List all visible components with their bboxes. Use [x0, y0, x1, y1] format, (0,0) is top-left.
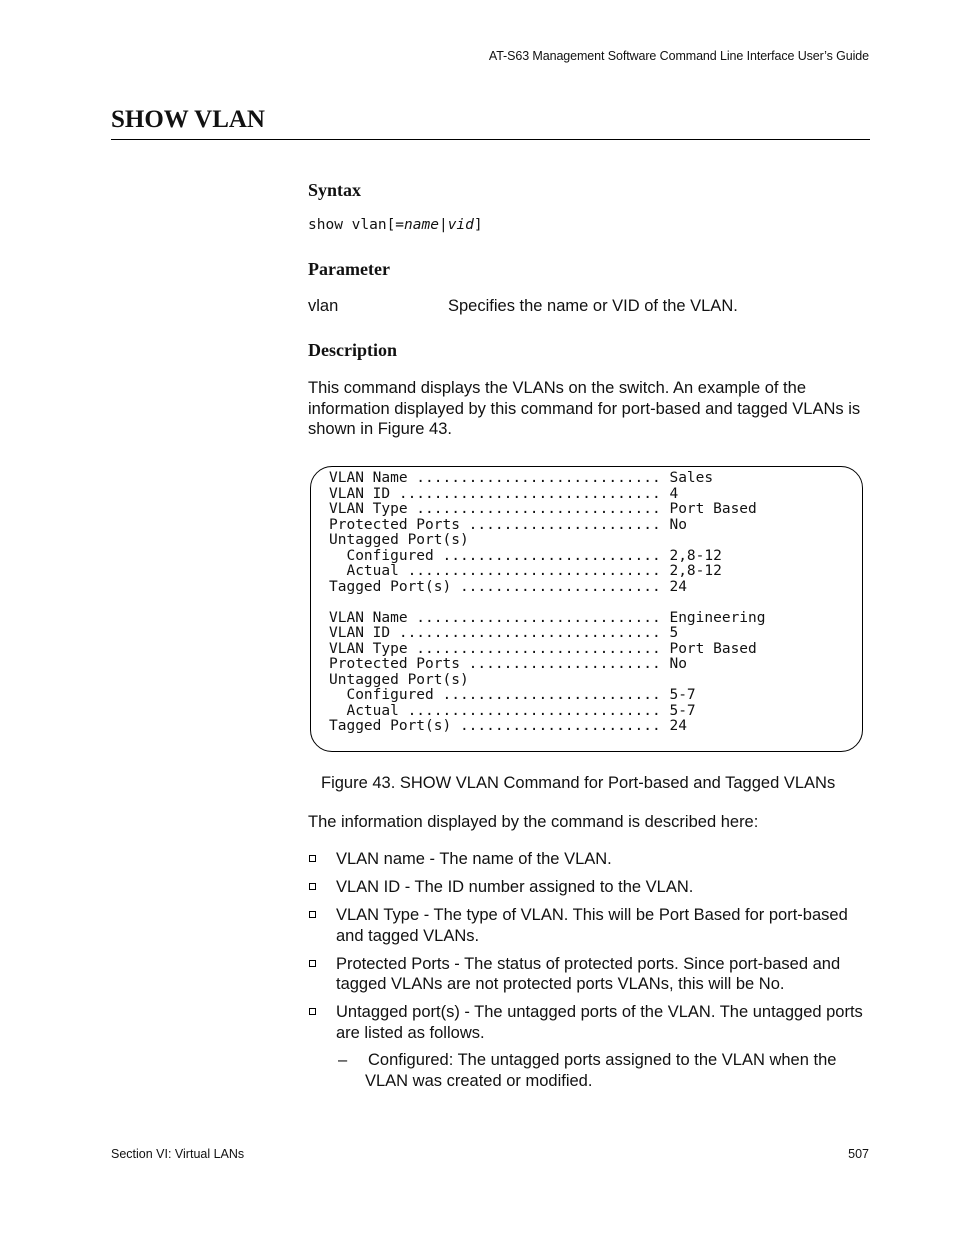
description-text: This command displays the VLANs on the switch. An example of the information displayed by this command for port-based and tagged VLANs is shown in Figure 43.: [308, 379, 861, 438]
syntax-arg-name: name: [404, 217, 439, 233]
description-heading: Description: [308, 340, 397, 360]
figure-code: VLAN Name ............................ Sales VLAN ID .............................. 4 VLAN Type ............................ Port Based Protected Ports ...................... No Untagged Port(s) Configured ......................... 2,8-12 Actual ............................. 2,8-12 Tagged Port(s) ....................... 24 VLAN Name ............................ Engineering VLAN ID .............................. 5 VLAN Type ............................ Port Based Protected Ports ...................... No Untagged Port(s) Configured ......................... 5-7 Actual ............................. 5-7 Tagged Port(s) ....................... 24: [329, 470, 766, 734]
footer-section: Section VI: Virtual LANs: [111, 1147, 245, 1161]
checkbox-bullet-icon: [309, 883, 316, 890]
info-intro: The information displayed by the command is described here:: [308, 813, 759, 831]
list-item-text: VLAN ID - The ID number assigned to the VLAN.: [336, 878, 694, 896]
figure-caption: Figure 43. SHOW VLAN Command for Port-based and Tagged VLANs: [321, 774, 836, 792]
list-item: [308, 905, 873, 946]
syntax-prefix: show vlan[=: [308, 217, 405, 233]
footer-page-number: 507: [848, 1147, 869, 1161]
checkbox-bullet-icon: [309, 960, 316, 967]
list-item-text: VLAN name - The name of the VLAN.: [336, 850, 612, 868]
sub-list-item: [338, 1050, 838, 1091]
parameter-name: vlan: [308, 297, 339, 315]
checkbox-bullet-icon: [309, 855, 316, 862]
syntax-line: [308, 217, 483, 233]
syntax-suffix: ]: [473, 217, 483, 233]
syntax-heading: Syntax: [308, 180, 362, 200]
bullet-list: [308, 849, 873, 1051]
running-header: AT-S63 Management Software Command Line Interface User’s Guide: [488, 49, 869, 63]
list-item-text: Untagged port(s) - The untagged ports of the VLAN. The untagged ports are listed as follows.: [336, 1003, 863, 1042]
syntax-separator: |: [438, 217, 448, 233]
page-title: SHOW VLAN: [111, 106, 265, 133]
sub-list-item-text: Configured: The untagged ports assigned to the VLAN when the VLAN was created or modified.: [365, 1051, 837, 1090]
parameter-heading: Parameter: [308, 259, 390, 279]
list-item-text: Protected Ports - The status of protected ports. Since port-based and tagged VLANs are not protected ports VLANs, this will be No.: [336, 954, 841, 993]
list-item: [308, 954, 873, 995]
checkbox-bullet-icon: [309, 911, 316, 918]
list-item: [308, 1002, 873, 1043]
title-rule: [111, 139, 870, 140]
dash-bullet: –: [338, 1051, 348, 1069]
list-item: [308, 877, 873, 898]
syntax-arg-vid: vid: [447, 217, 474, 233]
checkbox-bullet-icon: [309, 1008, 316, 1015]
list-item: [308, 849, 873, 870]
list-item-text: VLAN Type - The type of VLAN. This will be Port Based for port-based and tagged VLANs.: [336, 906, 848, 945]
parameter-description: Specifies the name or VID of the VLAN.: [448, 297, 738, 315]
